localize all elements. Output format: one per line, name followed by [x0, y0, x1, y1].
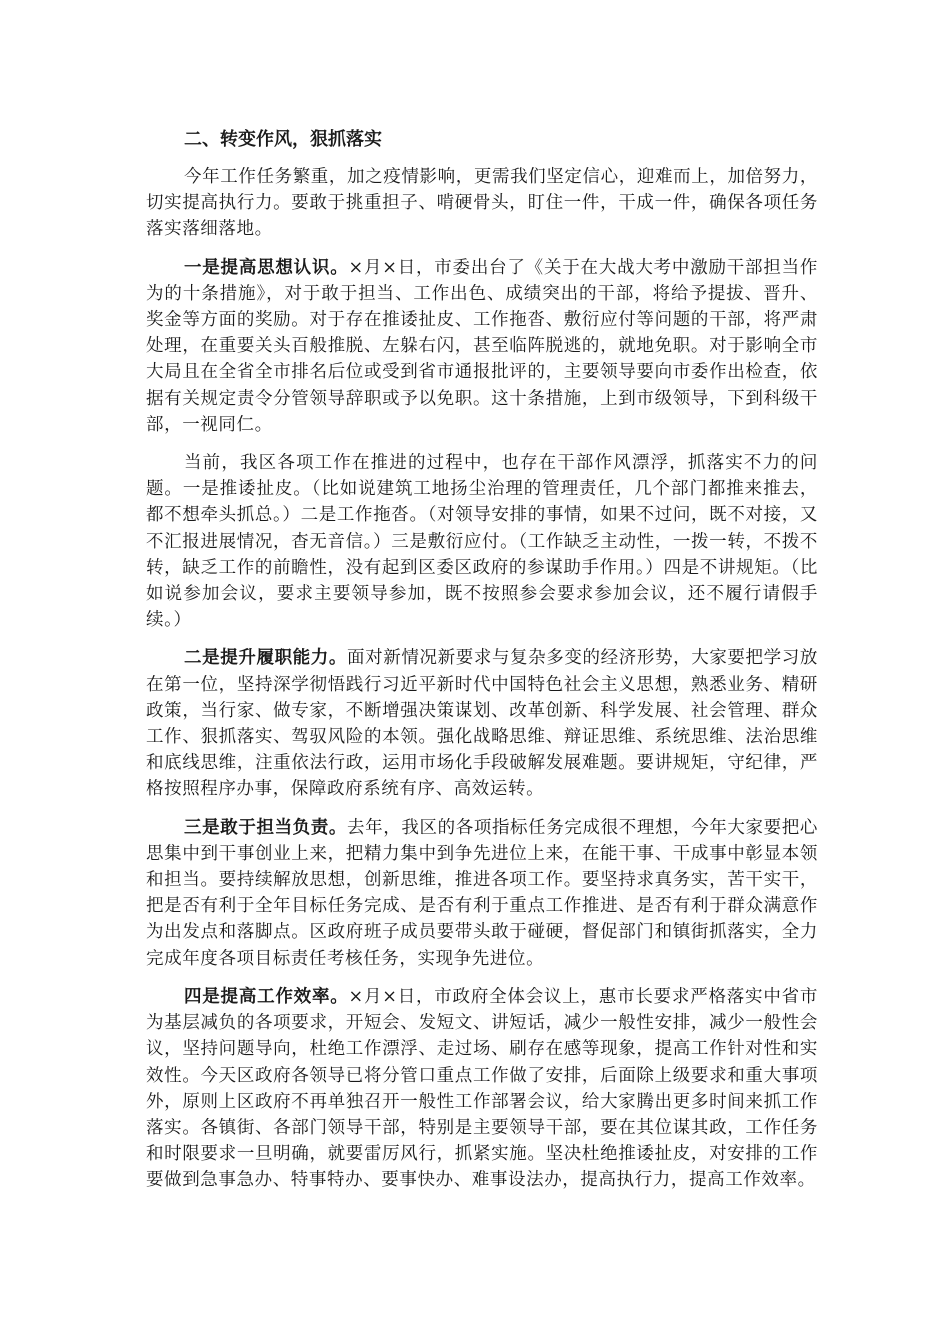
intro-paragraph: 今年工作任务繁重，加之疫情影响，更需我们坚定信心，迎难而上，加倍努力，切实提高执行力。要敢于挑重担子、啃硬骨头，盯住一件，干成一件，确保各项任务落实落细落地。 [146, 167, 818, 240]
point-2-paragraph [146, 645, 818, 802]
point-1-lead: 一是提高思想认识。 [184, 257, 349, 278]
point-2-lead: 二是提升履职能力。 [184, 648, 348, 669]
point-3-lead: 三是敢于担当负责。 [184, 817, 348, 838]
point-4-body: ×月×日，市政府全体会议上，惠市长要求严格落实中省市为基层减负的各项要求，开短会、发短文、讲短话，减少一般性安排，减少一般性会议，坚持问题导向，杜绝工作漂浮、走过场、刷存在感等现象，提高工作针对性和实效性。今天区政府各领导已将分管口重点工作做了安排，后面除上级要求和重大事项外，原则上区政府不再单独召开一般性工作部署会议，给大家腾出更多时间来抓工作落实。各镇街、各部门领导干部，特别是主要领导干部，要在其位谋其政，工作任务和时限要求一旦明确，就要雷厉风行，抓紧实施。坚决杜绝推诿扯皮，对安排的工作要做到急事急办、特事特办、要事快办、难事设法办，提高执行力，提高工作效率。 [146, 986, 818, 1191]
point-2-body: 面对新情况新要求与复杂多变的经济形势，大家要把学习放在第一位，坚持深学彻悟践行习近平新时代中国特色社会主义思想，熟悉业务、精研政策，当行家、做专家，不断增强决策谋划、改革创新、科学发展、社会管理、群众工作、狠抓落实、驾驭风险的本领。强化战略思维、辩证思维、系统思维、法治思维和底线思维，注重依法行政，运用市场化手段破解发展难题。要讲规矩，守纪律，严格按照程序办事，保障政府系统有序、高效运转。 [146, 648, 818, 800]
point-3-body: 去年，我区的各项指标任务完成很不理想，今年大家要把心思集中到干事创业上来，把精力集中到争先进位上来，在能干事、干成事中彰显本领和担当。要持续解放思想，创新思维，推进各项工作。要坚持求真务实，苦干实干，把是否有利于全年目标任务完成、是否有利于重点工作推进、是否有利于群众满意作为出发点和落脚点。区政府班子成员要带头敢于碰硬，督促部门和镇街抓落实，全力完成年度各项目标责任考核任务，实现争先进位。 [146, 817, 818, 969]
point-4-paragraph [146, 984, 818, 1194]
point-4-lead: 四是提高工作效率。 [184, 986, 349, 1007]
point-3-paragraph [146, 815, 818, 972]
point-1-paragraph [146, 255, 818, 438]
section-heading: 二、转变作风，狠抓落实 [184, 129, 382, 150]
document-page [146, 122, 818, 1206]
point-1-body: ×月×日，市委出台了《关于在大战大考中激励干部担当作为的十条措施》，对于敢于担当、工作出色、成绩突出的干部，将给予提拔、晋升、奖金等方面的奖励。对于存在推诿扯皮、工作拖沓、敷衍应付等问题的干部，将严肃处理，在重要关头百般推脱、左躲右闪，甚至临阵脱逃的，就地免职。对于影响全市大局且在全省全市排名后位或受到省市通报批评的，主要领导要向市委作出检查，依据有关规定责令分管领导辞职或予以免职。这十条措施，上到市级领导，下到科级干部，一视同仁。 [146, 257, 818, 435]
current-issues-paragraph: 当前，我区各项工作在推进的过程中，也存在干部作风漂浮，抓落实不力的问题。一是推诿扯皮。（比如说建筑工地扬尘治理的管理责任，几个部门都推来推去，都不想牵头抓总。）二是工作拖沓。（对领导安排的事情，如果不过问，既不对接，又不汇报进展情况，杳无音信。）三是敷衍应付。（工作缺乏主动性，一拨一转，不拨不转，缺乏工作的前瞻性，没有起到区委区政府的参谋助手作用。）四是不讲规矩。（比如说参加会议，要求主要领导参加，既不按照参会要求参加会议，还不履行请假手续。） [146, 453, 818, 631]
